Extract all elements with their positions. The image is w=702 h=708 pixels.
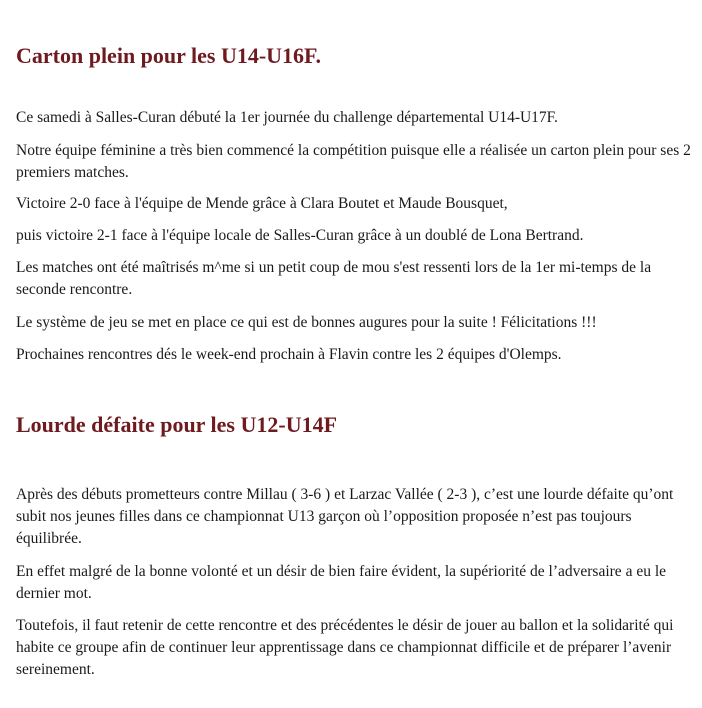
article-1-paragraph-6: Le système de jeu se met en place ce qui est de bonnes augures pour la suite ! Félicitations !!! bbox=[16, 314, 597, 331]
article-2-paragraph-3: Toutefois, il faut retenir de cette rencontre et des précédentes le désir de jouer au ballon et la solidarité qui habite ce groupe afin de continuer leur apprentissage dans ce championnat difficile et de préparer l’avenir sereinement. bbox=[16, 617, 674, 678]
article-2-paragraph-1: Après des débuts prometteurs contre Millau ( 3-6 ) et Larzac Vallée ( 2-3 ), c’est une lourde défaite qu’ont subit nos jeunes filles dans ce championnat U13 garçon où l’opposition proposée n’est pas toujours équilibrée. bbox=[16, 486, 674, 547]
article-2-paragraph-2: En effet malgré de la bonne volonté et un désir de bien faire évident, la supériorité de l’adversaire a eu le dernier mot. bbox=[16, 563, 667, 602]
article-2-title: Lourde défaite pour les U12-U14F bbox=[16, 412, 338, 437]
article-1-paragraph-7: Prochaines rencontres dés le week-end prochain à Flavin contre les 2 équipes d'Olemps. bbox=[16, 346, 562, 363]
article-1-paragraph-2: Notre équipe féminine a très bien commencé la compétition puisque elle a réalisée un carton plein pour ses 2 premiers matches. bbox=[16, 142, 691, 181]
article-1-title: Carton plein pour les U14-U16F. bbox=[16, 43, 321, 68]
article-1-paragraph-3: Victoire 2-0 face à l'équipe de Mende grâce à Clara Boutet et Maude Bousquet, bbox=[16, 195, 508, 212]
article-1-paragraph-1: Ce samedi à Salles-Curan débuté la 1er journée du challenge départemental U14-U17F. bbox=[16, 109, 558, 126]
article-1-paragraph-5: Les matches ont été maîtrisés m^me si un petit coup de mou s'est ressenti lors de la 1er mi-temps de la seconde rencontre. bbox=[16, 259, 652, 298]
article-1-paragraph-4: puis victoire 2-1 face à l'équipe locale de Salles-Curan grâce à un doublé de Lona Bertrand. bbox=[16, 227, 584, 244]
